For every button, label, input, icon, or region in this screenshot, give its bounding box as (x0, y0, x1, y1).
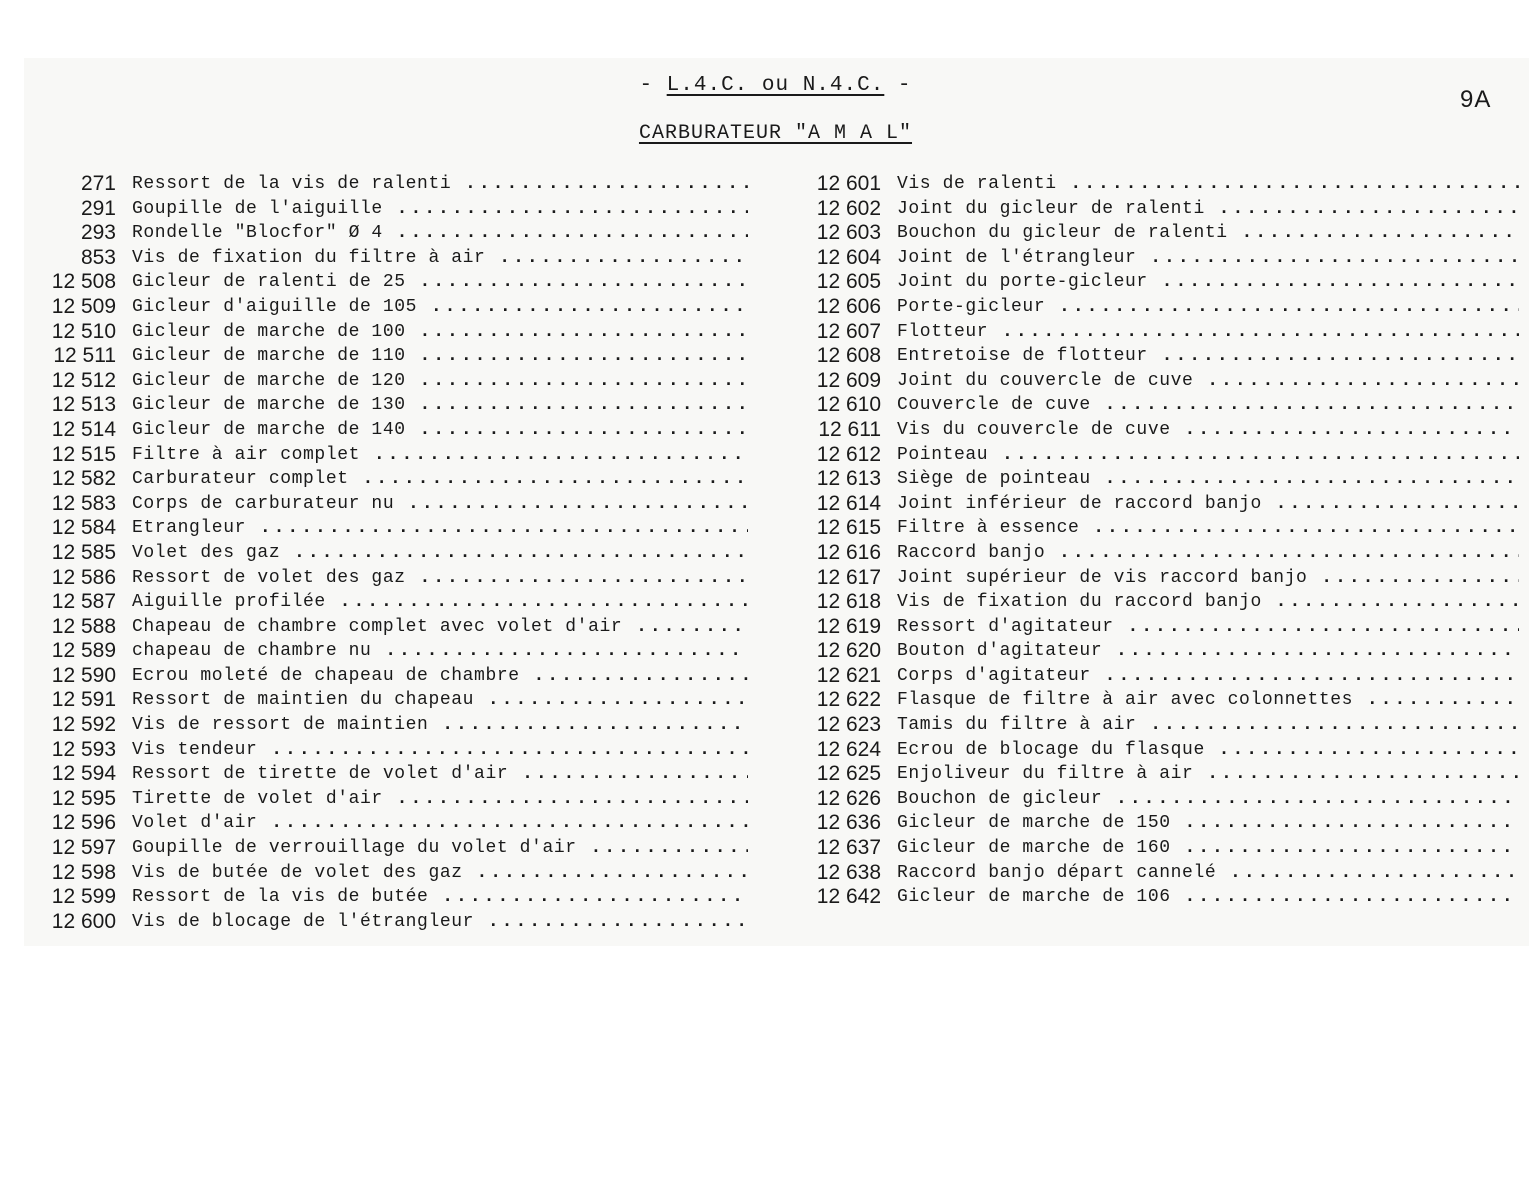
part-description: Corps de carburateur nu ..... (132, 492, 748, 517)
part-reference-number: 12 511 (53, 344, 116, 368)
part-description: Vis de ralenti ..... (897, 172, 1519, 197)
parts-list-row (793, 615, 1519, 640)
parts-list-row (28, 393, 748, 418)
part-description: Gicleur de marche de 110 ..... (132, 344, 748, 369)
parts-list-row (28, 418, 748, 443)
part-description: Tamis du filtre à air ..... (897, 713, 1519, 738)
parts-list-row (793, 811, 1519, 836)
part-reference-number: 12 508 (51, 270, 116, 294)
part-reference-number: 12 589 (51, 639, 116, 663)
part-reference-number: 12 585 (51, 540, 116, 564)
part-description: Joint du couvercle de cuve ..... (897, 369, 1519, 394)
part-reference-number: 12 637 (816, 836, 881, 860)
part-reference-number: 12 594 (51, 762, 116, 786)
parts-list-row (793, 393, 1519, 418)
part-reference-number: 12 620 (816, 639, 881, 663)
parts-list-row (793, 713, 1519, 738)
part-description: Aiguille profilée ..... (132, 590, 748, 615)
parts-list-row (28, 664, 748, 689)
parts-list-row (28, 443, 748, 468)
part-description: Gicleur de marche de 150 ..... (897, 811, 1519, 836)
part-description: Joint supérieur de vis raccord banjo ..... (897, 566, 1519, 591)
parts-list-row (28, 861, 748, 886)
part-description: Couvercle de cuve ..... (897, 393, 1519, 418)
part-description: Vis de blocage de l'étrangleur ..... (132, 910, 748, 935)
part-reference-number: 12 586 (51, 565, 116, 589)
parts-list-row (28, 762, 748, 787)
part-description: Joint inférieur de raccord banjo ..... (897, 492, 1519, 517)
parts-list-row (28, 197, 748, 222)
parts-list-row (793, 246, 1519, 271)
parts-list-right (793, 172, 1519, 910)
part-reference-number: 12 609 (816, 368, 881, 392)
part-description: Joint du porte-gicleur ..... (897, 270, 1519, 295)
parts-list-row (28, 566, 748, 591)
parts-list-row (28, 295, 748, 320)
part-reference-number: 12 615 (816, 516, 881, 540)
part-description: Corps d'agitateur ..... (897, 664, 1519, 689)
parts-list-row (793, 836, 1519, 861)
parts-list-row (793, 787, 1519, 812)
part-description: chapeau de chambre nu ..... (132, 639, 748, 664)
parts-list-row (28, 787, 748, 812)
part-description: Raccord banjo ..... (897, 541, 1519, 566)
part-reference-number: 12 610 (816, 393, 881, 417)
parts-list-row (28, 541, 748, 566)
part-reference-number: 12 626 (816, 786, 881, 810)
parts-list-row (793, 885, 1519, 910)
parts-list-row (28, 172, 748, 197)
section-title (8, 122, 1535, 145)
part-description: Vis de fixation du raccord banjo ..... (897, 590, 1519, 615)
parts-list-row (793, 344, 1519, 369)
part-description: Volet des gaz ..... (132, 541, 748, 566)
part-description: Filtre à air complet ..... (132, 443, 748, 468)
parts-list-row (793, 270, 1519, 295)
part-reference-number: 12 604 (816, 245, 881, 269)
part-reference-number: 12 590 (51, 663, 116, 687)
parts-list-row (793, 516, 1519, 541)
part-reference-number: 293 (80, 221, 116, 245)
part-description: Ressort de la vis de butée ..... (132, 885, 748, 910)
parts-list-row (28, 836, 748, 861)
parts-list-row (28, 270, 748, 295)
parts-list-row (793, 664, 1519, 689)
part-reference-number: 12 595 (51, 786, 116, 810)
part-description: Goupille de l'aiguille ..... (132, 197, 748, 222)
section-title-text: CARBURATEUR "A M A L" (638, 122, 913, 145)
part-description: Gicleur de marche de 120 ..... (132, 369, 748, 394)
part-reference-number: 12 600 (51, 909, 116, 933)
parts-list-row (793, 295, 1519, 320)
part-description: Bouchon de gicleur ..... (897, 787, 1519, 812)
part-reference-number: 12 622 (816, 688, 881, 712)
parts-list-row (28, 320, 748, 345)
part-description: Ressort de tirette de volet d'air ..... (132, 762, 748, 787)
part-reference-number: 291 (80, 196, 116, 220)
part-reference-number: 12 599 (51, 885, 116, 909)
part-reference-number: 12 602 (816, 196, 881, 220)
part-description: Gicleur de marche de 130 ..... (132, 393, 748, 418)
parts-list-row (793, 172, 1519, 197)
part-reference-number: 12 597 (51, 836, 116, 860)
part-reference-number: 12 512 (51, 368, 116, 392)
part-description: Flotteur ..... (897, 320, 1519, 345)
parts-list-row (793, 566, 1519, 591)
part-reference-number: 12 611 (818, 417, 881, 441)
part-reference-number: 12 619 (816, 614, 881, 638)
part-description: Joint de l'étrangleur ..... (897, 246, 1519, 271)
parts-list-row (793, 492, 1519, 517)
part-reference-number: 12 582 (51, 467, 116, 491)
parts-list-row (28, 492, 748, 517)
part-description: Raccord banjo départ cannelé ..... (897, 861, 1519, 886)
part-description: Entretoise de flotteur ..... (897, 344, 1519, 369)
part-description: Vis du couvercle de cuve ..... (897, 418, 1519, 443)
part-reference-number: 12 616 (816, 540, 881, 564)
part-description: Bouchon du gicleur de ralenti ..... (897, 221, 1519, 246)
part-reference-number: 271 (80, 172, 116, 195)
part-reference-number: 12 510 (51, 319, 116, 343)
part-reference-number: 12 603 (816, 221, 881, 245)
part-description: Pointeau ..... (897, 443, 1519, 468)
part-reference-number: 12 614 (816, 491, 881, 515)
part-reference-number: 12 638 (816, 860, 881, 884)
part-description: Vis de butée de volet des gaz ..... (132, 861, 748, 886)
part-description: Siège de pointeau ..... (897, 467, 1519, 492)
parts-list-row (793, 688, 1519, 713)
part-description: Ressort de volet des gaz ..... (132, 566, 748, 591)
part-reference-number: 12 606 (816, 294, 881, 318)
part-description: Gicleur d'aiguille de 105 ..... (132, 295, 748, 320)
part-reference-number: 12 592 (51, 713, 116, 737)
part-reference-number: 12 513 (51, 393, 116, 417)
part-description: Goupille de verrouillage du volet d'air ..... (132, 836, 748, 861)
part-reference-number: 12 515 (51, 442, 116, 466)
part-description: Vis de ressort de maintien ..... (132, 713, 748, 738)
part-description: Vis tendeur ..... (132, 738, 748, 763)
part-reference-number: 12 509 (51, 294, 116, 318)
part-description: Volet d'air ..... (132, 811, 748, 836)
part-description: Enjoliveur du filtre à air ..... (897, 762, 1519, 787)
part-reference-number: 12 593 (51, 737, 116, 761)
part-description: Gicleur de marche de 106 ..... (897, 885, 1519, 910)
part-reference-number: 12 605 (816, 270, 881, 294)
parts-list-row (28, 688, 748, 713)
parts-list-row (28, 639, 748, 664)
part-reference-number: 12 624 (816, 737, 881, 761)
part-description: Joint du gicleur de ralenti ..... (897, 197, 1519, 222)
parts-list-row (28, 885, 748, 910)
parts-list-row (793, 541, 1519, 566)
part-reference-number: 12 596 (51, 811, 116, 835)
part-reference-number: 12 613 (816, 467, 881, 491)
part-reference-number: 12 642 (816, 885, 881, 909)
parts-list-row (28, 590, 748, 615)
parts-list-row (28, 369, 748, 394)
model-series-heading: - L.4.C. ou N.4.C. - (639, 74, 912, 97)
parts-list-row (28, 738, 748, 763)
part-reference-number: 12 591 (51, 688, 116, 712)
part-description: Etrangleur ..... (132, 516, 748, 541)
part-reference-number: 12 612 (816, 442, 881, 466)
parts-list-row (793, 197, 1519, 222)
parts-list-row (793, 762, 1519, 787)
part-description: Rondelle "Blocfor" Ø 4 ..... (132, 221, 748, 246)
part-description: Chapeau de chambre complet avec volet d'air ..... (132, 615, 748, 640)
part-reference-number: 12 601 (816, 172, 881, 195)
part-reference-number: 12 514 (51, 417, 116, 441)
parts-list-row (28, 615, 748, 640)
part-reference-number: 12 587 (51, 590, 116, 614)
part-description: Ecrou de blocage du flasque ..... (897, 738, 1519, 763)
part-reference-number: 12 583 (51, 491, 116, 515)
parts-list-row (793, 467, 1519, 492)
part-reference-number: 12 588 (51, 614, 116, 638)
part-reference-number: 12 618 (816, 590, 881, 614)
part-description: Bouton d'agitateur ..... (897, 639, 1519, 664)
part-reference-number: 12 607 (816, 319, 881, 343)
parts-list-row (28, 516, 748, 541)
parts-list-row (28, 467, 748, 492)
part-description: Tirette de volet d'air ..... (132, 787, 748, 812)
part-reference-number: 12 621 (816, 663, 881, 687)
parts-list-row (28, 221, 748, 246)
part-description: Flasque de filtre à air avec colonnettes ..... (897, 688, 1519, 713)
part-description: Ressort d'agitateur ..... (897, 615, 1519, 640)
part-description: Porte-gicleur ..... (897, 295, 1519, 320)
part-reference-number: 12 623 (816, 713, 881, 737)
part-description: Vis de fixation du filtre à air ..... (132, 246, 748, 271)
parts-list-row (793, 418, 1519, 443)
parts-list-row (28, 910, 748, 935)
page-number: 9A (1460, 86, 1492, 113)
part-description: Gicleur de marche de 160 ..... (897, 836, 1519, 861)
part-description: Ressort de maintien du chapeau ..... (132, 688, 748, 713)
parts-list-row (793, 590, 1519, 615)
parts-list-row (793, 443, 1519, 468)
parts-list-row (793, 738, 1519, 763)
part-reference-number: 12 598 (51, 860, 116, 884)
part-description: Filtre à essence ..... (897, 516, 1519, 541)
part-description: Ecrou moleté de chapeau de chambre ..... (132, 664, 748, 689)
part-reference-number: 12 636 (816, 811, 881, 835)
parts-list-row (28, 811, 748, 836)
parts-list-row (28, 344, 748, 369)
part-description: Carburateur complet ..... (132, 467, 748, 492)
parts-list-row (28, 713, 748, 738)
part-description: Gicleur de ralenti de 25 ..... (132, 270, 748, 295)
part-reference-number: 12 584 (51, 516, 116, 540)
parts-list-row (793, 369, 1519, 394)
part-reference-number: 853 (80, 245, 116, 269)
part-reference-number: 12 608 (816, 344, 881, 368)
parts-list-row (793, 320, 1519, 345)
part-reference-number: 12 617 (816, 565, 881, 589)
part-description: Gicleur de marche de 100 ..... (132, 320, 748, 345)
parts-list-row (793, 221, 1519, 246)
part-description: Gicleur de marche de 140 ..... (132, 418, 748, 443)
parts-list-row (28, 246, 748, 271)
parts-list-row (793, 639, 1519, 664)
parts-list-left (28, 172, 748, 934)
part-description: Ressort de la vis de ralenti ..... (132, 172, 748, 197)
part-reference-number: 12 625 (816, 762, 881, 786)
parts-list-row (793, 861, 1519, 886)
model-series-text: L.4.C. ou N.4.C. (666, 74, 885, 97)
